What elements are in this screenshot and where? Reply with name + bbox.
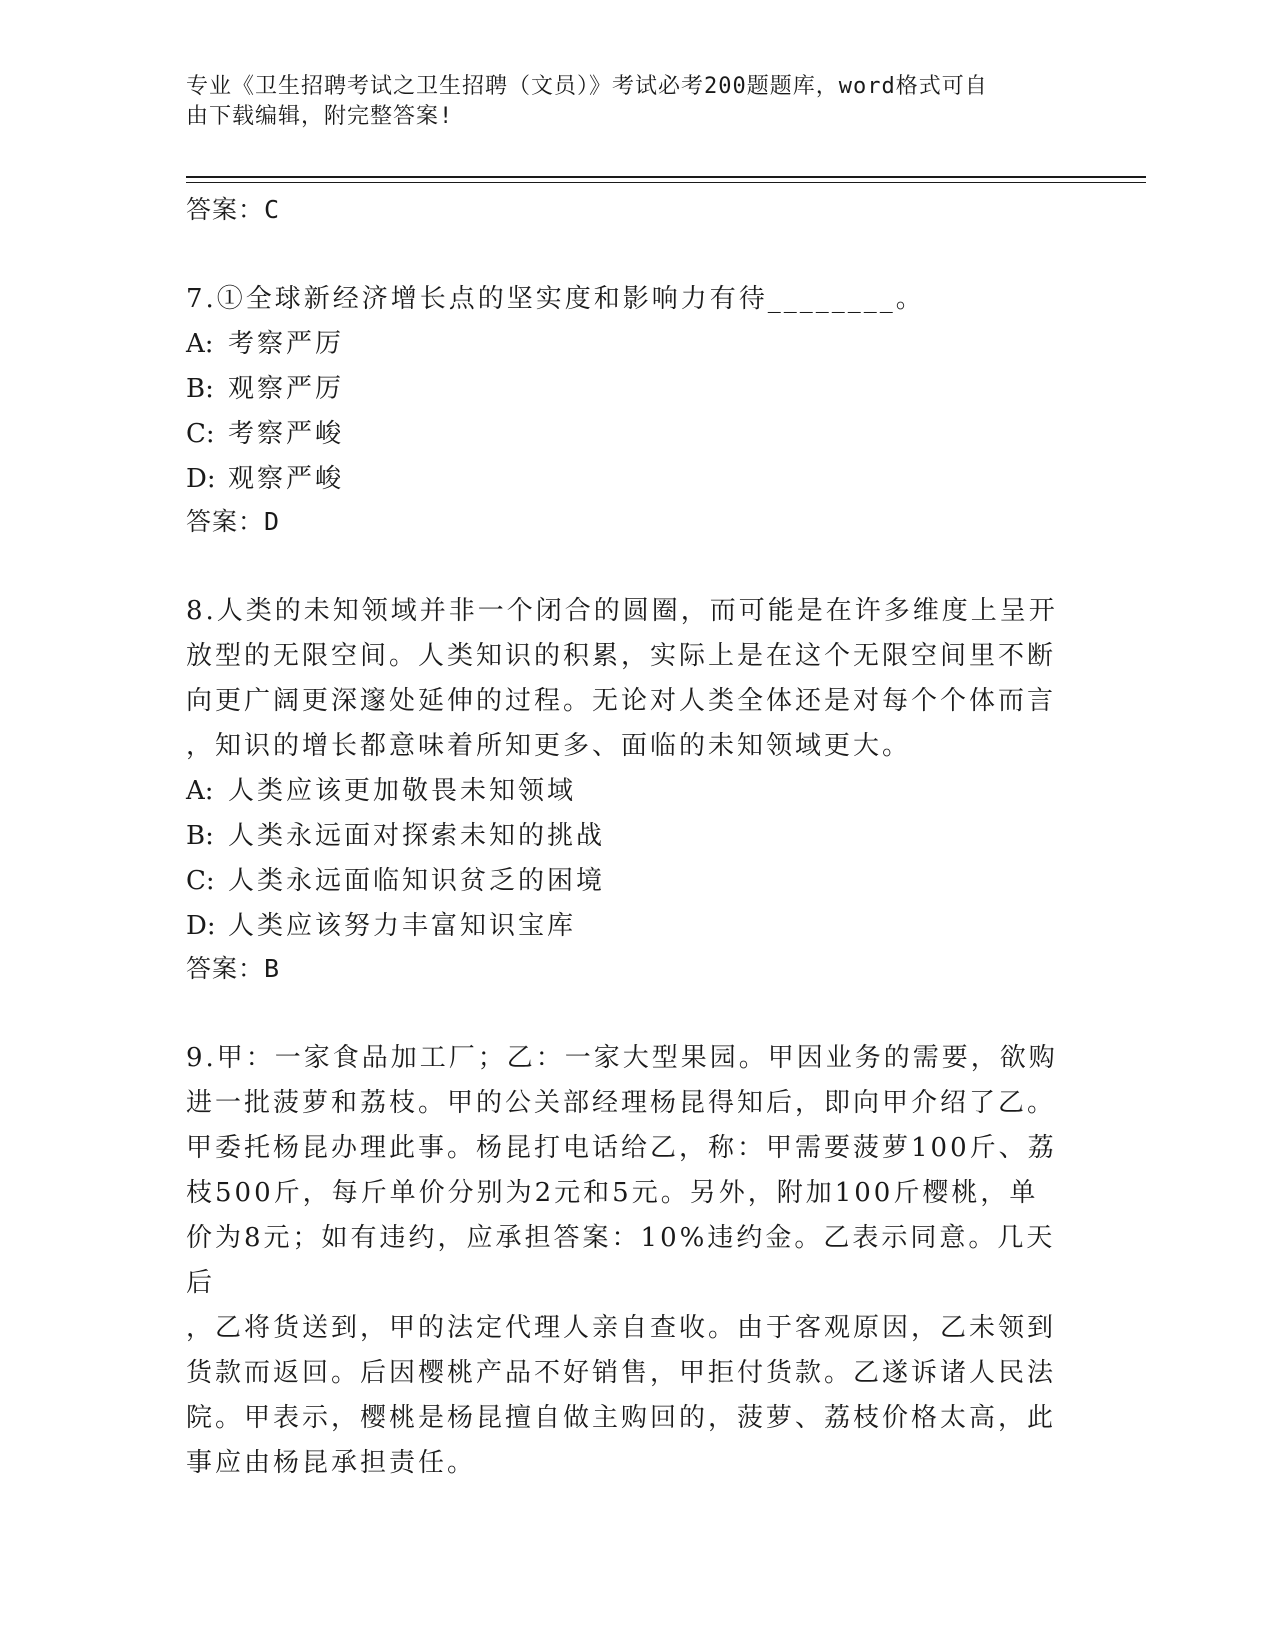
spacer (186, 989, 1066, 1036)
spacer (186, 542, 1066, 589)
option-text: 人类应该努力丰富知识宝库 (228, 911, 577, 941)
option-text: 人类应该更加敬畏未知领域 (228, 776, 577, 806)
stem-line: 事应由杨昆承担责任。 (186, 1448, 477, 1478)
stem-line: ，乙将货送到，甲的法定代理人亲自查收。由于客观原因，乙未领到 (186, 1313, 1057, 1343)
question-9-stem (186, 1036, 1066, 1486)
question-8-option-b (186, 814, 1066, 859)
header-line-2: 由下载编辑，附完整答案! (186, 104, 454, 129)
option-label: C: (186, 866, 215, 896)
question-7-option-a (186, 322, 1066, 367)
stem-line: 8.人类的未知领域并非一个闭合的圆圈，而可能是在许多维度上呈开 (186, 596, 1058, 626)
option-label: A: (186, 776, 214, 806)
stem-line: 放型的无限空间。人类知识的积累，实际上是在这个无限空间里不断 (186, 641, 1057, 671)
stem-line: 货款而返回。后因樱桃产品不好销售，甲拒付货款。乙遂诉诸人民法 (186, 1358, 1057, 1388)
option-label: B: (186, 374, 214, 404)
spacer (186, 230, 1066, 277)
stem-line: 向更广阔更深邃处延伸的过程。无论对人类全体还是对每个个体而言 (186, 686, 1057, 716)
option-text: 观察严厉 (228, 374, 345, 404)
question-7-option-c (186, 412, 1066, 457)
option-label: C: (186, 419, 215, 449)
option-text: 人类永远面临知识贫乏的困境 (228, 866, 606, 896)
question-8-option-a (186, 769, 1066, 814)
question-7-option-d (186, 457, 1066, 502)
option-text: 人类永远面对探索未知的挑战 (228, 821, 606, 851)
stem-line: 9.甲：一家食品加工厂；乙：一家大型果园。甲因业务的需要，欲购 (186, 1043, 1058, 1073)
question-8 (186, 589, 1066, 989)
document-header (186, 72, 1066, 132)
stem-line: ，知识的增长都意味着所知更多、面临的未知领域更大。 (186, 731, 912, 761)
stem-line: 院。甲表示，樱桃是杨昆擅自做主购回的，菠萝、荔枝价格太高，此 (186, 1403, 1057, 1433)
question-8-option-c (186, 859, 1066, 904)
stem-line: 甲委托杨昆办理此事。杨昆打电话给乙，称：甲需要菠萝100斤、荔 (186, 1133, 1057, 1163)
option-label: A: (186, 329, 214, 359)
stem-line: 枝500斤，每斤单价分别为2元和5元。另外，附加100斤樱桃，单 (186, 1178, 1039, 1208)
question-7-answer: 答案：D (186, 507, 281, 536)
question-7-option-b (186, 367, 1066, 412)
question-8-answer: 答案：B (186, 954, 281, 983)
stem-line: 进一批菠萝和荔枝。甲的公关部经理杨昆得知后，即向甲介绍了乙。 (186, 1088, 1057, 1118)
option-label: D: (186, 911, 216, 941)
stem-line: 价为8元；如有违约，应承担答案：10%违约金。乙表示同意。几天后 (186, 1223, 1056, 1298)
option-text: 考察严厉 (228, 329, 345, 359)
previous-answer: 答案：C (186, 195, 281, 224)
question-8-option-d (186, 904, 1066, 949)
option-text: 观察严峻 (228, 464, 345, 494)
option-label: B: (186, 821, 214, 851)
question-8-stem (186, 589, 1066, 769)
header-divider-thick (186, 176, 1146, 178)
question-7 (186, 277, 1066, 542)
option-text: 考察严峻 (228, 419, 345, 449)
question-7-stem: 7.①全球新经济增长点的坚实度和影响力有待________。 (186, 284, 925, 314)
option-label: D: (186, 464, 216, 494)
question-9 (186, 1036, 1066, 1486)
header-divider-thin (186, 182, 1146, 183)
document-body (186, 190, 1066, 1486)
header-line-1: 专业《卫生招聘考试之卫生招聘（文员）》考试必考200题题库，word格式可自 (186, 74, 988, 99)
